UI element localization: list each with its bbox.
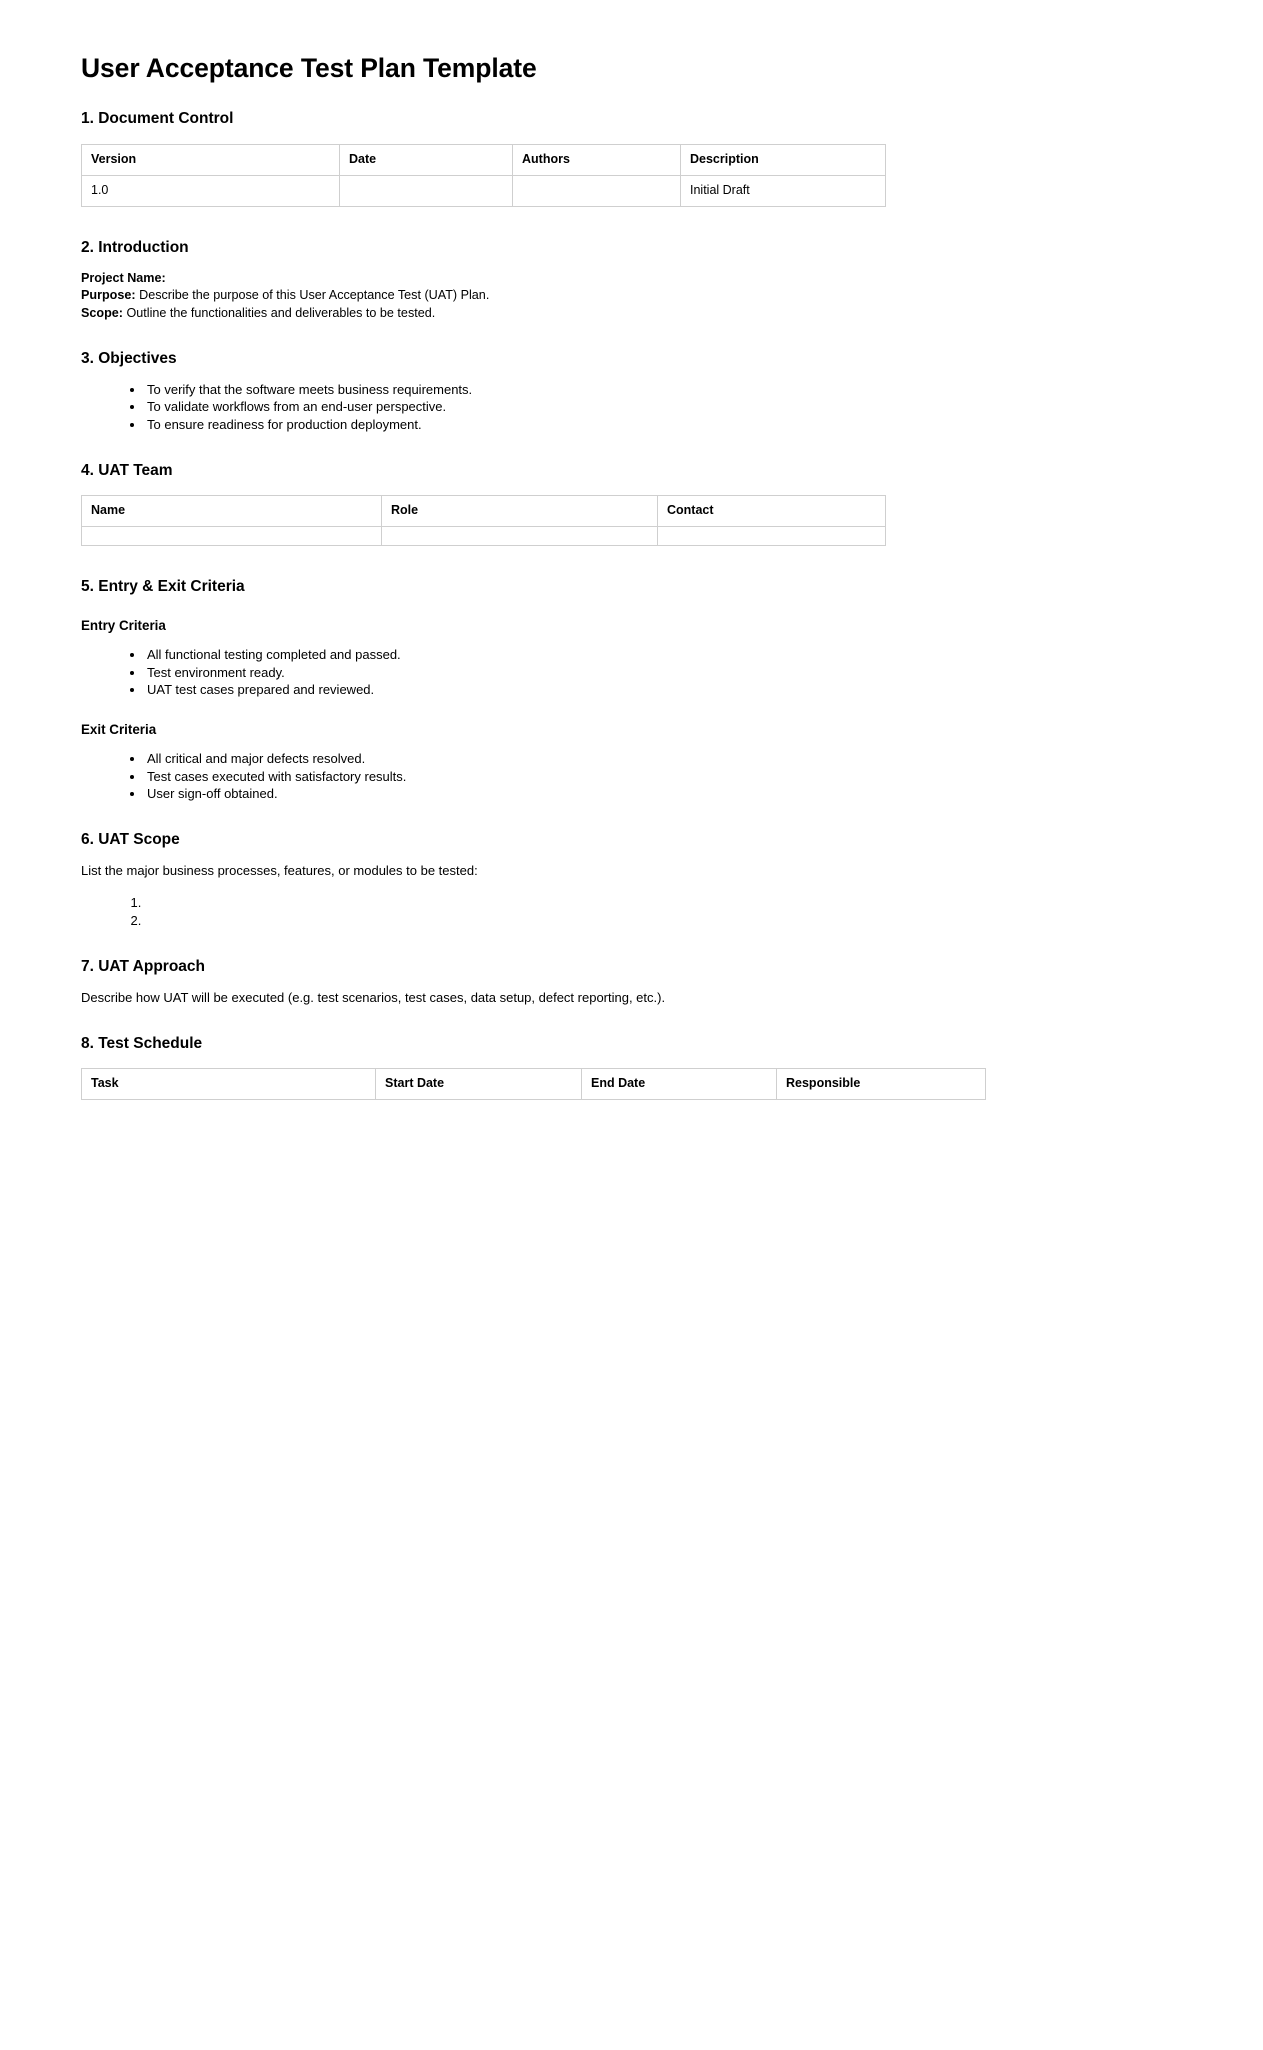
purpose-label: Purpose:: [81, 288, 136, 303]
test-schedule-table: [81, 1068, 986, 1100]
purpose-text: Describe the purpose of this User Acceptance Test (UAT) Plan.: [135, 288, 490, 303]
project-name-line: [81, 270, 1183, 287]
cell-version[interactable]: 1.0: [82, 175, 340, 206]
column-header-role: Role: [382, 495, 658, 526]
list-item: • All functional testing completed and passed.: [145, 646, 1183, 664]
cell-description[interactable]: Initial Draft: [681, 175, 886, 206]
uat-team-table: [81, 495, 886, 546]
list-item[interactable]: [145, 912, 1183, 930]
column-header-start-date: Start Date: [376, 1069, 582, 1100]
list-item: • Test cases executed with satisfactory results.: [145, 768, 1183, 786]
column-header-contact: Contact: [658, 495, 886, 526]
exit-criteria-list: [81, 750, 1183, 803]
cell-contact[interactable]: [658, 526, 886, 545]
cell-date[interactable]: [340, 175, 513, 206]
table-row: [82, 175, 886, 206]
uat-scope-intro-text: List the major business processes, features, or modules to be tested:: [81, 863, 478, 879]
uat-scope-list: [81, 894, 1183, 929]
list-item: • To validate workflows from an end-user perspective.: [145, 398, 1183, 416]
column-header-version: Version: [82, 144, 340, 175]
cell-name[interactable]: [82, 526, 382, 545]
introduction-details: [81, 270, 1183, 322]
section-heading-uat-scope: 6. UAT Scope: [81, 830, 180, 848]
list-item[interactable]: [145, 894, 1183, 912]
objectives-list: [81, 381, 1183, 434]
column-header-responsible: Responsible: [777, 1069, 986, 1100]
list-item: • All critical and major defects resolved.: [145, 750, 1183, 768]
table-header-row: [82, 1069, 986, 1100]
section-heading-uat-team: 4. UAT Team: [81, 461, 173, 479]
page-title: User Acceptance Test Plan Template: [81, 53, 537, 83]
entry-criteria-list: [81, 646, 1183, 699]
column-header-description: Description: [681, 144, 886, 175]
column-header-end-date: End Date: [582, 1069, 777, 1100]
table-header-row: [82, 144, 886, 175]
section-heading-document-control: 1. Document Control: [81, 110, 234, 128]
table-row: [82, 526, 886, 545]
subheading-exit-criteria: Exit Criteria: [81, 722, 157, 738]
section-heading-entry-exit-criteria: 5. Entry & Exit Criteria: [81, 577, 245, 595]
section-heading-uat-approach: 7. UAT Approach: [81, 957, 206, 975]
cell-role[interactable]: [382, 526, 658, 545]
table-header-row: [82, 495, 886, 526]
section-heading-introduction: 2. Introduction: [81, 238, 189, 256]
purpose-line: [81, 287, 1183, 304]
document-control-table: [81, 144, 886, 207]
list-item: • Test environment ready.: [145, 664, 1183, 682]
column-header-authors: Authors: [513, 144, 681, 175]
scope-text: Outline the functionalities and deliverables to be tested.: [123, 305, 436, 320]
scope-label: Scope:: [81, 305, 123, 320]
uat-approach-text: Describe how UAT will be executed (e.g. test scenarios, test cases, data setup, defect reporting, etc.).: [81, 989, 666, 1005]
section-heading-test-schedule: 8. Test Schedule: [81, 1034, 203, 1052]
project-name-label: Project Name:: [81, 271, 166, 286]
column-header-name: Name: [82, 495, 382, 526]
list-item: • User sign-off obtained.: [145, 785, 1183, 803]
scope-line: [81, 305, 1183, 322]
column-header-task: Task: [82, 1069, 376, 1100]
subheading-entry-criteria: Entry Criteria: [81, 618, 166, 634]
section-heading-objectives: 3. Objectives: [81, 350, 177, 368]
column-header-date: Date: [340, 144, 513, 175]
list-item: • UAT test cases prepared and reviewed.: [145, 681, 1183, 699]
list-item: • To ensure readiness for production deployment.: [145, 416, 1183, 434]
cell-authors[interactable]: [513, 175, 681, 206]
list-item: • To verify that the software meets business requirements.: [145, 381, 1183, 399]
